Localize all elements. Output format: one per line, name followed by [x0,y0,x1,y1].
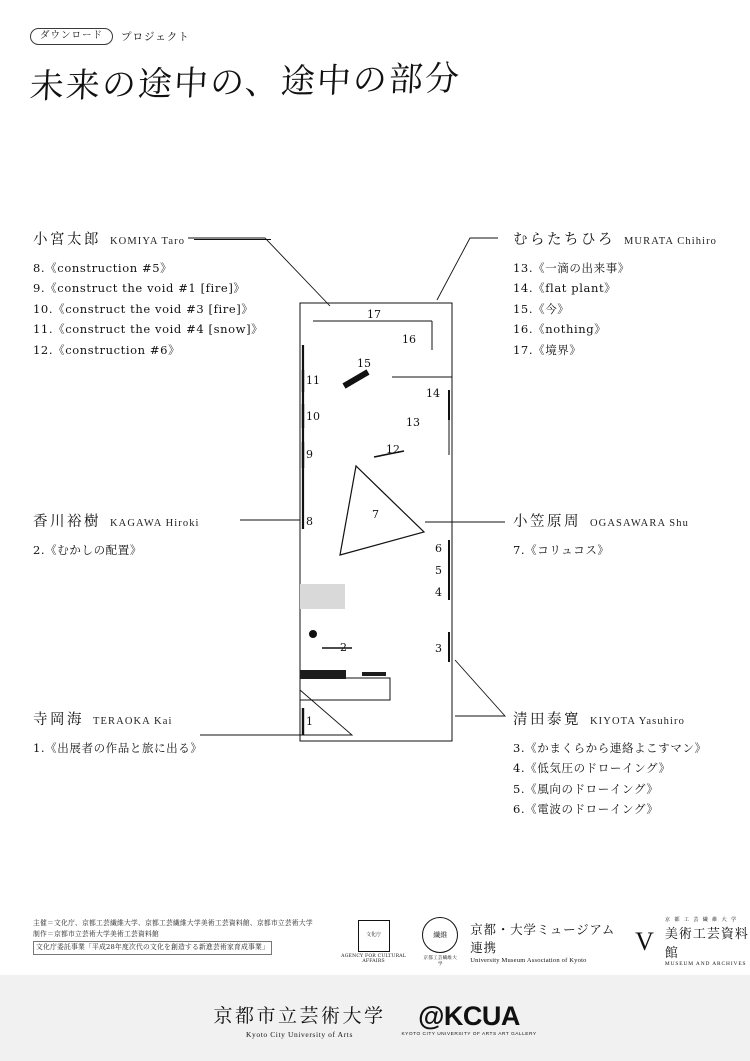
work-list [33,738,263,758]
work-list [513,540,723,560]
museum-name-jp: 美術工芸資料館 [664,927,749,961]
list-item: 6.《電波のドローイング》 [513,802,659,817]
list-item: 5.《風向のドローイング》 [513,781,659,796]
download-tag: ダウンロード [30,28,113,45]
plan-label-9: 9 [306,448,313,461]
work-list [33,540,248,560]
artist-block-kagawa [33,510,248,560]
umac-logo [470,920,619,964]
bunkacho-mark-icon: 文化庁 [358,920,390,952]
plan-label-1: 1 [306,715,313,728]
list-item: 3.《かまくらから連絡よこすマン》 [513,741,707,755]
sponsor-logo-row [335,916,750,967]
list-item: 17.《境界》 [513,342,582,357]
museum-logo [665,916,750,967]
list-item: 16.《nothing》 [513,322,607,337]
plan-label-15: 15 [357,357,371,370]
list-item: 15.《今》 [513,301,570,316]
museum-university-label: 京 都 工 芸 繊 維 大 学 [664,917,738,923]
artist-name-jp: 小宮太郎 [33,232,101,248]
plan-label-8: 8 [306,515,313,528]
list-item: 2.《むかしの配置》 [33,543,142,557]
artist-heading [33,708,233,729]
list-item: 9.《construct the void #1 [fire]》 [33,281,246,296]
artist-name-jp: 香川裕樹 [33,514,101,530]
credits-line-2: 制作＝京都市立芸術大学美術工芸資料館 [33,930,159,939]
plan-label-5: 5 [435,564,442,577]
list-item: 8.《construction #5》 [33,261,173,275]
kit-seal-icon: 繊維 [422,917,458,953]
kcua-gallery-logo [401,1000,537,1037]
list-item: 4.《低気圧のドローイング》 [513,761,671,776]
university-name-en: Kyoto City University of Arts [245,1029,353,1039]
plan-label-12: 12 [386,443,400,456]
work-list [33,258,273,360]
umac-name-en: University Museum Association of Kyoto [470,956,587,964]
credits-block [33,918,333,955]
list-item: 14.《flat plant》 [513,281,617,296]
artist-name-en: KAGAWA Hiroki [110,518,200,529]
artist-name-en: KOMIYA Taro [110,236,186,247]
artist-name-jp: むらたちひろ [513,232,615,248]
kcua-mark: @KCUA [418,1000,520,1031]
plan-label-6: 6 [435,542,442,555]
kit-seal-logo [422,917,458,967]
artist-name-jp: 寺岡海 [33,712,84,728]
credits-line-1: 主催＝文化庁、京都工芸繊維大学、京都工芸繊維大学美術工芸資料館、京都市立芸術大学 [33,919,313,927]
artist-name-jp: 清田泰寛 [513,712,581,728]
artist-name-jp: 小笠原周 [513,514,581,530]
artist-name-en: KIYOTA Yasuhiro [590,716,685,727]
credits-line-3: 文化庁委託事業「平成28年度次代の文化を創造する新進芸術家育成事業」 [33,941,272,954]
list-item: 1.《出展者の作品と旅に出る》 [33,741,203,755]
university-logo [213,1001,385,1039]
kcua-subtitle: KYOTO CITY UNIVERSITY OF ARTS ART GALLERY [401,1031,537,1037]
artist-block-ogasawara [513,510,723,560]
artist-name-en: TERAOKA Kai [93,716,173,727]
list-item: 10.《construct the void #3 [fire]》 [33,301,254,316]
v-mark-icon: V [635,926,653,956]
artist-heading [513,510,723,531]
plan-label-14: 14 [426,387,440,400]
umac-name-jp: 京都・大学ミュージアム連携 [470,921,616,955]
project-tag: プロジェクト [121,32,190,43]
plan-label-16: 16 [402,333,416,346]
bunkacho-logo [335,920,412,964]
plan-label-7: 7 [372,508,379,521]
plan-label-2: 2 [340,641,347,654]
list-item: 11.《construct the void #4 [snow]》 [33,322,264,337]
footer-band [0,978,750,1061]
artist-block-teraoka [33,708,263,758]
artist-heading [33,228,271,249]
list-item: 7.《コリュコス》 [513,543,610,557]
list-item: 12.《construction #6》 [33,342,181,357]
artist-name-en: OGASAWARA Shu [590,518,689,529]
plan-label-17: 17 [367,308,381,321]
plan-label-3: 3 [435,642,442,655]
artist-heading [513,708,728,729]
plan-label-4: 4 [435,586,442,599]
page-title: 未来の途中の、途中の部分 [28,58,462,107]
leader-rule [194,239,271,240]
artist-block-murata [513,228,723,360]
kit-seal-caption: 京都工芸繊維大学 [423,955,458,967]
work-list [513,738,728,820]
artist-block-komiya [33,228,273,360]
artist-name-en: MURATA Chihiro [624,236,718,247]
museum-name-en: MUSEUM AND ARCHIVES [664,961,747,967]
bunkacho-caption: AGENCY FOR CULTURAL AFFAIRS [341,953,407,964]
list-item: 13.《一滴の出来事》 [513,261,630,275]
artist-heading [33,510,233,531]
plan-label-11: 11 [306,374,320,387]
artist-heading [513,228,723,249]
tagline [30,28,720,45]
artist-block-kiyota [513,708,728,820]
plan-label-13: 13 [406,416,420,429]
university-name-jp: 京都市立芸術大学 [213,1004,386,1027]
plan-label-10: 10 [306,410,320,423]
page-header [30,28,720,108]
work-list [513,258,723,360]
